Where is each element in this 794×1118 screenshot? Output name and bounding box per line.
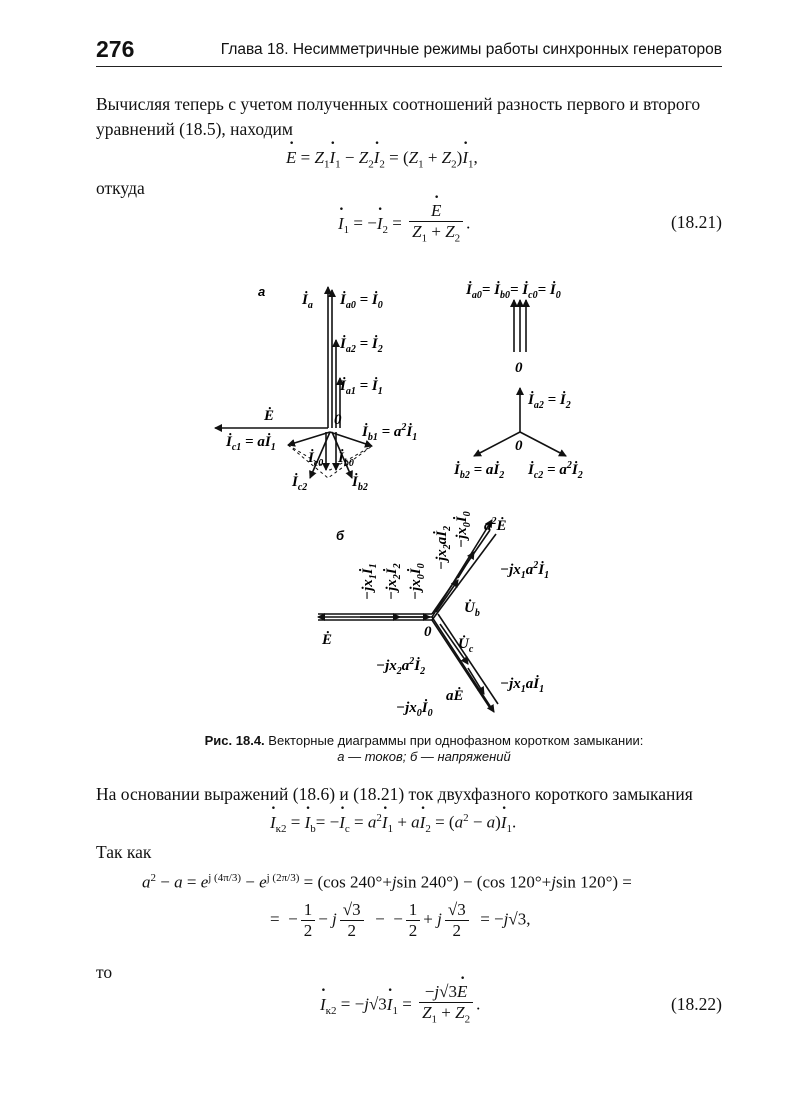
svg-text:İc2: $İ_{c2}$ [292,474,308,493]
svg-text:−jx1a2İ1: $-jx_1a^2İ_1$ [500,560,550,581]
vector-ic1 [288,432,330,445]
svg-text:−jx2İ2: $-jx_2İ_2$ [384,563,403,600]
equation-a2-minus-a: $a^2 - a = e^{j (4\pi/3)} - e^{j (2\pi/3)} = (\cos$ 240°+jsin 240°) − (cos 120°+jsin 120°) = [142,872,632,892]
equation-18-22: · $I_{к2} = -j√3\cdot I_1$ = $\frac{-j√3\cdot E}{Z_1 + Z_2}$ . [320,982,480,1029]
paragraph-then: то [96,962,113,982]
paragraph-two-phase: На основании выражений (18.6) и (18.21) ток двухфазного короткого замыкания [96,784,693,804]
svg-text:İb2 = aİ2: $İ_{b2}$ = $aİ_2$ [454,462,505,481]
svg-text:−jx1İ1: $-jx_1İ_1$ [360,563,379,600]
equation-18-21: · $I_1$ = −· $I_2$ = · $\frac{E}{Z_1 + Z_2}$ . [338,201,470,248]
svg-text:0: 0 [515,438,523,454]
page-number: 276 [96,36,135,62]
svg-text:−jx1aİ1: $-jx_1aİ_1$ [500,676,545,695]
paragraph-whence: откуда [96,178,145,198]
equation-ik2: · $I_{к2}$ = · $I_b= -\cdot I_c = a^2\cdot I_1 + a\cdot I_2 = (a^2 - a)\cdot I_1$. [270,812,516,835]
svg-text:−jx0İ0: $-jx_0İ_0$ [408,563,427,600]
label-b: б [336,528,345,543]
svg-text:−jx0İ0: $-jx_0İ_0$ [454,511,473,548]
paragraph-intro: Вычисляя теперь с учетом полученных соотношений разность первого и второго уравнений (18.5), находим [96,94,701,139]
svg-text:İa0 = İ0: $İ_{a0}$ = $İ_0$ [340,292,383,311]
svg-text:−jx0İ0: $-jx_0İ_0$ [396,700,433,719]
svg-text:U̇b: $U̇_b$ [464,600,480,619]
svg-text:İc0: $İ_{c0}$ [308,450,324,469]
diagram-a-labels [225,284,417,493]
label-a: а [258,284,266,299]
diagram-a-sequences [474,300,566,456]
svg-text:0: 0 [515,360,523,376]
equation-e-difference: · $E = Z_1\cdot I_1 - Z_2\cdot I_2 = (Z_1 + Z_2)\cdot I_1$, [286,148,478,170]
svg-text:Ė: Ė [322,632,333,648]
svg-text:U̇c: $U̇_c$ [458,636,474,655]
svg-text:a2Ė: $a^2Ė$ [484,516,507,534]
svg-text:0: 0 [424,624,432,640]
svg-text:aĖ: aĖ [446,688,464,704]
paragraph-since: Так как [96,842,152,862]
svg-text:−jx2a2İ2: $-jx_2a^2İ_2$ [376,656,426,677]
svg-text:İb0: $İ_{b0}$ [338,450,354,469]
equation-sqrt3: = − $\frac{1}{2}$ − j $\frac{√3}{2}$ − − $\frac{1}{2}$ + j $\frac{√3}{2}$ = −j√3, [270,900,531,940]
svg-text:İa: $İ_a$ [302,292,313,311]
svg-text:İb1 = a2İ1: $İ_{b1}$ = $a^2İ_1$ [362,422,418,443]
equation-number-18-21: (18.21) [670,212,722,232]
svg-text:İa2 = İ2: $İ_{a2}$ = $İ_2$ [528,392,571,411]
svg-text:Ė: Ė [264,408,275,424]
svg-text:İc1 = aİ1: $İ_{c1}$ = $aİ_1$ [226,434,276,453]
dashed-sum-lines [288,445,372,478]
svg-text:İa1 = İ1: $İ_{a1}$ = $İ_1$ [340,378,383,397]
chapter-title: Глава 18. Несимметричные режимы работы синхронных генераторов [220,41,722,58]
svg-text:İa2 = İ2: $İ_{a2}$ = $İ_2$ [340,336,383,355]
svg-text:0: 0 [334,412,342,428]
svg-text:İb2: $İ_{b2}$ [352,474,368,493]
diagram-b-voltages [318,520,498,712]
figure-caption: Рис. 18.4. Векторные диаграммы при однофазном коротком замыкании: а — токов; б — напряжений [204,733,644,764]
svg-text:İc2 = a2İ2: $İ_{c2}$ = $a^2İ_2$ [528,460,583,481]
svg-text:−jx2aİ2: $-jx_2aİ_2$ [434,525,453,570]
equation-number-18-22: (18.22) [670,994,722,1014]
svg-text:İa0= İb0= İc0= İ0: $İ_{a0}=$ $İ_{b0}=$ $İ_{c0}=$ $İ_0$ [466,282,561,301]
